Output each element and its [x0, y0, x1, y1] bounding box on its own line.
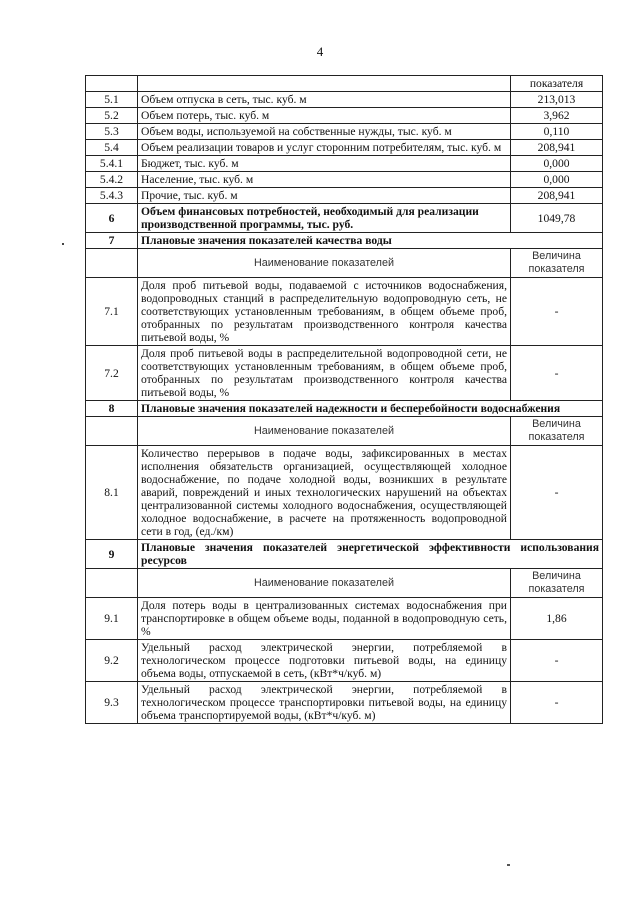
row-value: 1,86: [511, 598, 603, 640]
section-header-row: [86, 540, 603, 569]
row-name: Прочие, тыс. куб. м: [138, 188, 511, 204]
row-number: [86, 76, 138, 92]
section-number: 8: [86, 401, 138, 417]
row-name: Объем отпуска в сеть, тыс. куб. м: [138, 92, 511, 108]
empty-cell: [86, 249, 138, 278]
row-name: [138, 76, 511, 92]
section-header-row: [86, 233, 603, 249]
row-name: Доля проб питьевой воды в распределительной водопроводной сети, не соответствующих установленным требованиям, в общем объеме проб, отобранных по результатам производственного контроля качества питьевой воды, %: [138, 346, 511, 401]
row-number: 5.4.3: [86, 188, 138, 204]
row-number: 9.3: [86, 682, 138, 724]
row-name: Объем потерь, тыс. куб. м: [138, 108, 511, 124]
row-name: Удельный расход электрической энергии, потребляемой в технологическом процессе транспортировки питьевой воды, на единицу объема транспортируемой воды, (кВт*ч/куб. м): [138, 682, 511, 724]
row-number: 7.1: [86, 278, 138, 346]
row-value: 0,000: [511, 156, 603, 172]
row-name: Удельный расход электрической энергии, потребляемой в технологическом процессе подготовки питьевой воды, на единицу объема воды, отпускаемой в сеть, (кВт*ч/куб. м): [138, 640, 511, 682]
row-value: 3,962: [511, 108, 603, 124]
column-header-row: [86, 569, 603, 598]
row-name: Доля потерь воды в централизованных системах водоснабжения при транспортировке в общем объеме воды, поданной в водопроводную сеть, %: [138, 598, 511, 640]
row-number: 5.4.2: [86, 172, 138, 188]
table-row: [86, 682, 603, 724]
row-number: 5.4.1: [86, 156, 138, 172]
row-value: 0,110: [511, 124, 603, 140]
table-row: [86, 188, 603, 204]
table-row: [86, 76, 603, 92]
row-name: Объем воды, используемой на собственные нужды, тыс. куб. м: [138, 124, 511, 140]
row-number: 5.3: [86, 124, 138, 140]
empty-cell: [86, 417, 138, 446]
section-number: 7: [86, 233, 138, 249]
indicators-table: [85, 75, 603, 724]
column-header-name: Наименование показателей: [138, 249, 511, 278]
row-name: Объем финансовых потребностей, необходимый для реализации производственной программы, тыс. руб.: [138, 204, 511, 233]
table-row: [86, 640, 603, 682]
row-name: Население, тыс. куб. м: [138, 172, 511, 188]
row-number: 9.1: [86, 598, 138, 640]
row-number: 6: [86, 204, 138, 233]
column-header-value: Величина показателя: [511, 417, 603, 446]
table-row: [86, 92, 603, 108]
row-number: 5.2: [86, 108, 138, 124]
section-title: Плановые значения показателей надежности и бесперебойности водоснабжения: [138, 401, 603, 417]
table-row: [86, 124, 603, 140]
row-value: -: [511, 278, 603, 346]
row-name: Объем реализации товаров и услуг сторонним потребителям, тыс. куб. м: [138, 140, 511, 156]
row-number: 8.1: [86, 446, 138, 540]
row-value: -: [511, 682, 603, 724]
section-title: Плановые значения показателей энергетической эффективности использования ресурсов: [138, 540, 603, 569]
row-number: 5.1: [86, 92, 138, 108]
section-title: Плановые значения показателей качества воды: [138, 233, 603, 249]
table-row: [86, 598, 603, 640]
row-number: 5.4: [86, 140, 138, 156]
column-header-row: [86, 249, 603, 278]
table-row: [86, 140, 603, 156]
row-value: 208,941: [511, 188, 603, 204]
column-header-value: Величина показателя: [511, 569, 603, 598]
table-row: [86, 108, 603, 124]
row-value: показателя: [511, 76, 603, 92]
scan-speck: [62, 243, 64, 245]
page-number: 4: [316, 44, 324, 59]
row-name: Доля проб питьевой воды, подаваемой с источников водоснабжения, водопроводных станций в распределительную водопроводную сеть, не соответствующих установленным требованиям, в общем объеме проб, отобранных по результатам производственного контроля качества питьевой воды, %: [138, 278, 511, 346]
table-row: [86, 156, 603, 172]
column-header-name: Наименование показателей: [138, 417, 511, 446]
row-number: 9.2: [86, 640, 138, 682]
row-name: Бюджет, тыс. куб. м: [138, 156, 511, 172]
row-value: -: [511, 346, 603, 401]
row-name: Количество перерывов в подаче воды, зафиксированных в местах исполнения обязательств организацией, осуществляющей холодное водоснабжение, по подаче холодной воды, возникших в результате аварий, повреждений и иных технологических нарушений на объектах централизованной системы холодного водоснабжения, осуществляющей холодное водоснабжение, в расчете на протяженность водопроводной сети в год, (ед./км): [138, 446, 511, 540]
table-row: [86, 204, 603, 233]
table-row: [86, 172, 603, 188]
column-header-value: Величина показателя: [511, 249, 603, 278]
section-number: 9: [86, 540, 138, 569]
empty-cell: [86, 569, 138, 598]
row-value: -: [511, 446, 603, 540]
row-value: 208,941: [511, 140, 603, 156]
table-row: [86, 278, 603, 346]
table-row: [86, 446, 603, 540]
row-value: -: [511, 640, 603, 682]
row-value: 1049,78: [511, 204, 603, 233]
scan-speck: [507, 864, 510, 866]
column-header-row: [86, 417, 603, 446]
column-header-name: Наименование показателей: [138, 569, 511, 598]
section-header-row: [86, 401, 603, 417]
table-row: [86, 346, 603, 401]
row-value: 0,000: [511, 172, 603, 188]
row-value: 213,013: [511, 92, 603, 108]
row-number: 7.2: [86, 346, 138, 401]
